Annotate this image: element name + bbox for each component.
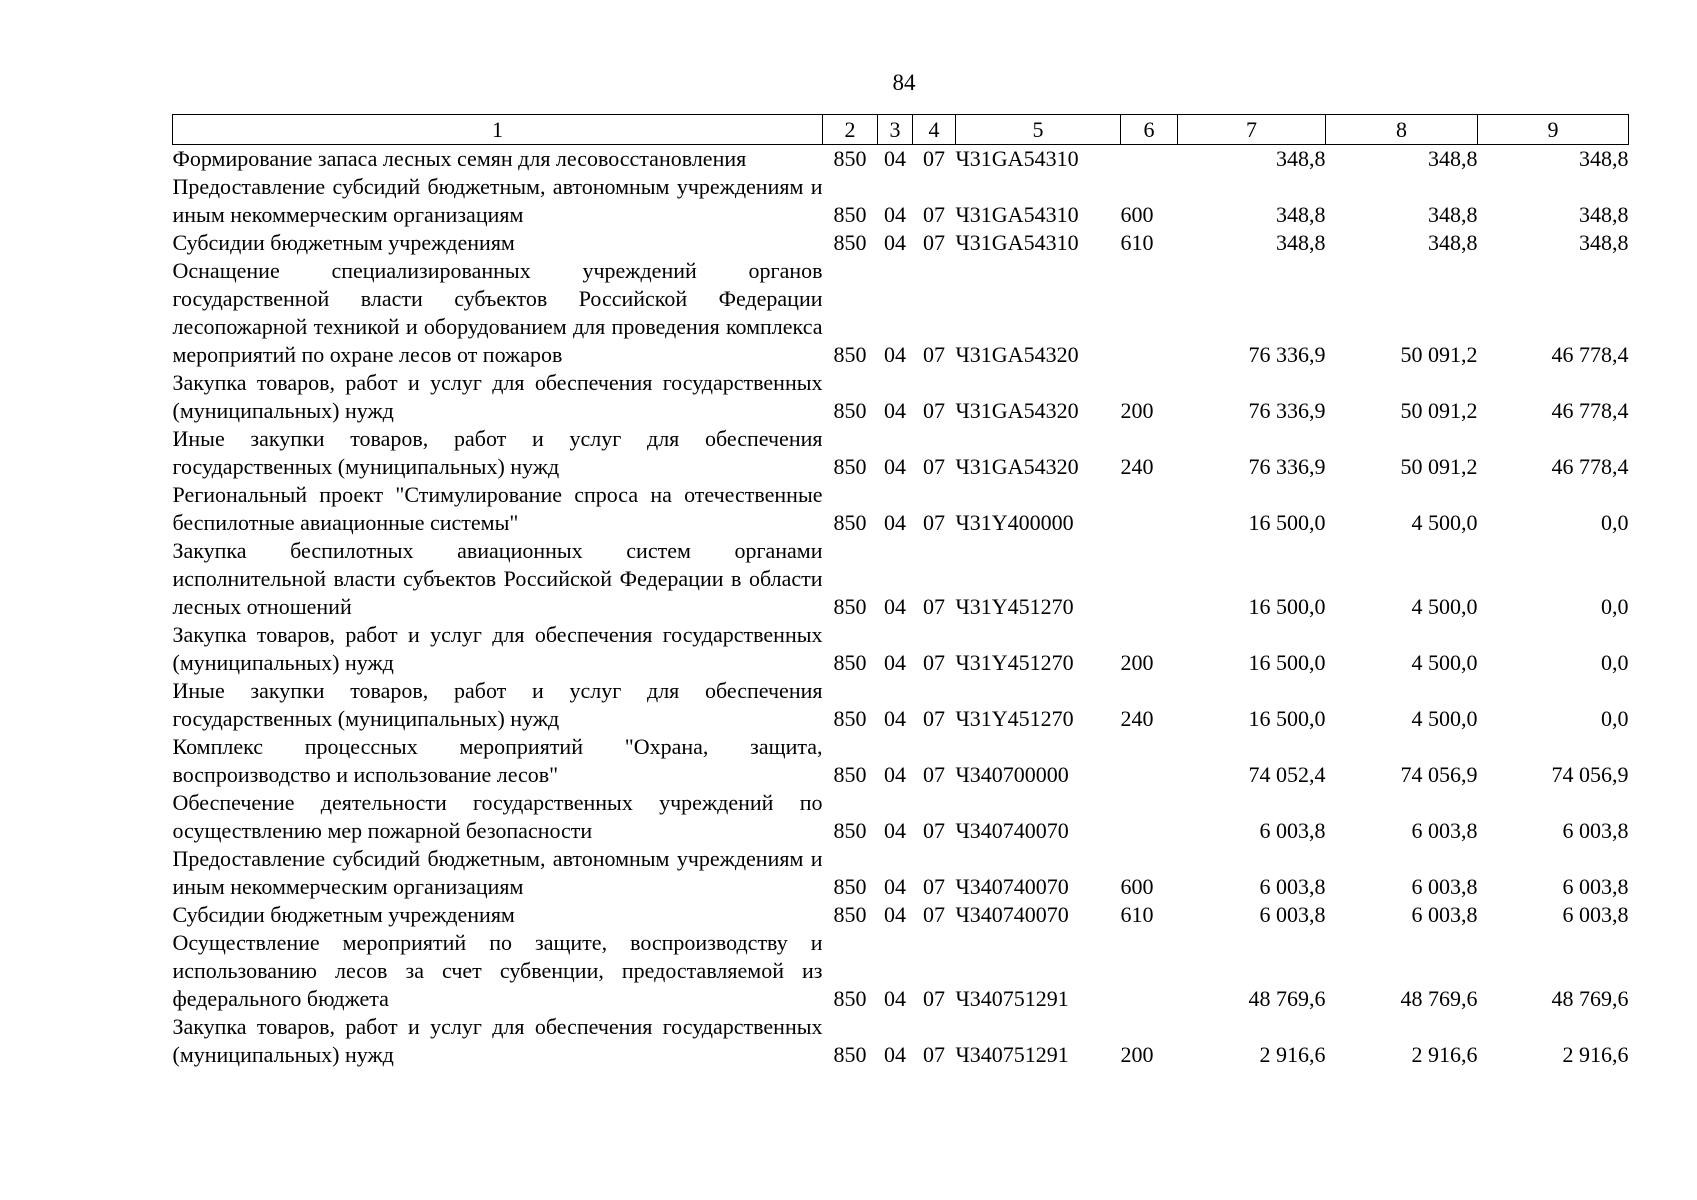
ministry-code: 850: [833, 454, 867, 479]
amount-col-9: 6 003,8: [1562, 818, 1629, 843]
header-col-3: 3: [878, 115, 913, 145]
item-name: Закупка товаров, работ и услуг для обеспечения государственных (муниципальных) нужд: [172, 370, 823, 423]
section-code: 04: [884, 706, 906, 731]
header-col-8: 8: [1326, 115, 1478, 145]
section-code: 04: [884, 650, 906, 675]
table-row: [173, 789, 1629, 845]
section-code: 04: [884, 762, 906, 787]
expense-type-code: 200: [1120, 650, 1154, 675]
subsection-code: 07: [923, 1042, 945, 1067]
subsection-code: 07: [923, 650, 945, 675]
table-row: [173, 621, 1629, 677]
item-name: Закупка товаров, работ и услуг для обеспечения государственных (муниципальных) нужд: [172, 1014, 823, 1067]
expense-type-code: 600: [1120, 202, 1154, 227]
table-row: [173, 1013, 1629, 1069]
amount-col-7: 348,8: [1276, 146, 1326, 171]
target-article-code: Ч340740070: [955, 818, 1069, 843]
subsection-code: 07: [923, 342, 945, 367]
amount-col-9: 0,0: [1601, 510, 1629, 535]
section-code: 04: [884, 146, 906, 171]
table-row: [173, 369, 1629, 425]
amount-col-7: 348,8: [1276, 230, 1326, 255]
budget-table: [172, 114, 1629, 1069]
table-row: [173, 733, 1629, 789]
subsection-code: 07: [923, 874, 945, 899]
target-article-code: Ч31Y451270: [955, 594, 1074, 619]
amount-col-7: 16 500,0: [1248, 594, 1326, 619]
expense-type-code: [1121, 789, 1178, 845]
amount-col-8: 2 916,6: [1411, 1042, 1478, 1067]
subsection-code: 07: [923, 902, 945, 927]
target-article-code: Ч31GA54320: [955, 342, 1079, 367]
subsection-code: 07: [923, 146, 945, 171]
ministry-code: 850: [833, 762, 867, 787]
amount-col-8: 348,8: [1428, 202, 1478, 227]
expense-type-code: [1121, 145, 1178, 174]
amount-col-9: 48 769,6: [1551, 986, 1629, 1011]
amount-col-7: 6 003,8: [1259, 874, 1326, 899]
subsection-code: 07: [923, 706, 945, 731]
item-name: Оснащение специализированных учреждений органов государственной власти субъектов Российской Федерации лесопожарной техникой и оборудованием для проведения комплекса мероприятий по охране лесов от пожаров: [172, 258, 823, 367]
amount-col-9: 348,8: [1579, 146, 1629, 171]
expense-type-code: [1121, 257, 1178, 369]
amount-col-7: 6 003,8: [1259, 902, 1326, 927]
amount-col-9: 46 778,4: [1551, 454, 1629, 479]
target-article-code: Ч31GA54310: [955, 230, 1079, 255]
header-col-2: 2: [823, 115, 878, 145]
table-row: [173, 173, 1629, 229]
subsection-code: 07: [923, 818, 945, 843]
amount-col-8: 50 091,2: [1400, 342, 1478, 367]
amount-col-7: 16 500,0: [1248, 706, 1326, 731]
section-code: 04: [884, 454, 906, 479]
expense-type-code: 200: [1120, 1042, 1154, 1067]
amount-col-9: 6 003,8: [1562, 874, 1629, 899]
section-code: 04: [884, 986, 906, 1011]
target-article-code: Ч340740070: [955, 902, 1069, 927]
amount-col-9: 348,8: [1579, 202, 1629, 227]
expense-type-code: 200: [1120, 398, 1154, 423]
amount-col-8: 50 091,2: [1400, 454, 1478, 479]
amount-col-8: 4 500,0: [1411, 594, 1478, 619]
expense-type-code: 240: [1120, 706, 1154, 731]
item-name: Осуществление мероприятий по защите, воспроизводству и использованию лесов за счет субвенции, предоставляемой из федерального бюджета: [172, 930, 823, 1011]
target-article-code: Ч31Y451270: [955, 650, 1074, 675]
item-name: Комплекс процессных мероприятий "Охрана, защита, воспроизводство и использование лесов": [172, 734, 823, 787]
amount-col-7: 6 003,8: [1259, 818, 1326, 843]
section-code: 04: [884, 342, 906, 367]
ministry-code: 850: [833, 230, 867, 255]
amount-col-9: 348,8: [1579, 230, 1629, 255]
expense-type-code: 600: [1120, 874, 1154, 899]
item-name: Региональный проект "Стимулирование спроса на отечественные беспилотные авиационные системы": [172, 482, 823, 535]
target-article-code: Ч31GA54310: [955, 146, 1079, 171]
target-article-code: Ч31Y400000: [955, 510, 1074, 535]
subsection-code: 07: [923, 986, 945, 1011]
subsection-code: 07: [923, 202, 945, 227]
section-code: 04: [884, 398, 906, 423]
table-row: [173, 481, 1629, 537]
section-code: 04: [884, 594, 906, 619]
section-code: 04: [884, 902, 906, 927]
expense-type-code: 610: [1120, 230, 1154, 255]
ministry-code: 850: [833, 818, 867, 843]
header-col-1: 1: [173, 115, 823, 145]
target-article-code: Ч31GA54320: [955, 398, 1079, 423]
table-row: [173, 425, 1629, 481]
subsection-code: 07: [923, 762, 945, 787]
ministry-code: 850: [833, 874, 867, 899]
amount-col-9: 46 778,4: [1551, 342, 1629, 367]
amount-col-7: 348,8: [1276, 202, 1326, 227]
amount-col-9: 0,0: [1601, 706, 1629, 731]
expense-type-code: [1121, 481, 1178, 537]
section-code: 04: [884, 818, 906, 843]
table-row: [173, 845, 1629, 901]
expense-type-code: 240: [1120, 454, 1154, 479]
header-col-9: 9: [1478, 115, 1629, 145]
ministry-code: 850: [833, 594, 867, 619]
amount-col-9: 46 778,4: [1551, 398, 1629, 423]
ministry-code: 850: [833, 706, 867, 731]
amount-col-8: 48 769,6: [1400, 986, 1478, 1011]
item-name: Закупка товаров, работ и услуг для обеспечения государственных (муниципальных) нужд: [172, 622, 823, 675]
amount-col-9: 0,0: [1601, 594, 1629, 619]
subsection-code: 07: [923, 454, 945, 479]
item-name: Иные закупки товаров, работ и услуг для обеспечения государственных (муниципальных) нужд: [172, 426, 823, 479]
amount-col-7: 76 336,9: [1248, 342, 1326, 367]
amount-col-7: 2 916,6: [1259, 1042, 1326, 1067]
amount-col-8: 4 500,0: [1411, 510, 1478, 535]
item-name: Обеспечение деятельности государственных учреждений по осуществлению мер пожарной безопасности: [172, 790, 823, 843]
amount-col-8: 50 091,2: [1400, 398, 1478, 423]
target-article-code: Ч31GA54320: [955, 454, 1079, 479]
amount-col-9: 6 003,8: [1562, 902, 1629, 927]
amount-col-7: 76 336,9: [1248, 454, 1326, 479]
header-col-6: 6: [1121, 115, 1178, 145]
table-row: [173, 901, 1629, 929]
amount-col-8: 6 003,8: [1411, 818, 1478, 843]
section-code: 04: [884, 230, 906, 255]
amount-col-7: 74 052,4: [1248, 762, 1326, 787]
target-article-code: Ч340751291: [955, 1042, 1069, 1067]
item-name: Субсидии бюджетным учреждениям: [172, 902, 515, 927]
target-article-code: Ч340751291: [955, 986, 1069, 1011]
section-code: 04: [884, 1042, 906, 1067]
subsection-code: 07: [923, 594, 945, 619]
item-name: Формирование запаса лесных семян для лесовосстановления: [172, 146, 747, 171]
table-row: [173, 929, 1629, 1013]
subsection-code: 07: [923, 510, 945, 535]
ministry-code: 850: [833, 398, 867, 423]
subsection-code: 07: [923, 230, 945, 255]
expense-type-code: 610: [1120, 902, 1154, 927]
ministry-code: 850: [833, 202, 867, 227]
expense-type-code: [1121, 929, 1178, 1013]
target-article-code: Ч31GA54310: [955, 202, 1079, 227]
ministry-code: 850: [833, 902, 867, 927]
ministry-code: 850: [833, 986, 867, 1011]
amount-col-9: 74 056,9: [1551, 762, 1629, 787]
table-row: [173, 677, 1629, 733]
table-body: [173, 145, 1629, 1070]
header-col-5: 5: [956, 115, 1121, 145]
table-row: [173, 257, 1629, 369]
amount-col-8: 74 056,9: [1400, 762, 1478, 787]
header-col-7: 7: [1178, 115, 1326, 145]
amount-col-9: 0,0: [1601, 650, 1629, 675]
target-article-code: Ч340740070: [955, 874, 1069, 899]
amount-col-7: 76 336,9: [1248, 398, 1326, 423]
item-name: Предоставление субсидий бюджетным, автономным учреждениям и иным некоммерческим организациям: [172, 174, 823, 227]
amount-col-7: 16 500,0: [1248, 650, 1326, 675]
section-code: 04: [884, 202, 906, 227]
amount-col-7: 16 500,0: [1248, 510, 1326, 535]
amount-col-8: 348,8: [1428, 230, 1478, 255]
item-name: Закупка беспилотных авиационных систем органами исполнительной власти субъектов Российской Федерации в области лесных отношений: [172, 538, 823, 619]
item-name: Предоставление субсидий бюджетным, автономным учреждениям и иным некоммерческим организациям: [172, 846, 823, 899]
subsection-code: 07: [923, 398, 945, 423]
ministry-code: 850: [833, 146, 867, 171]
amount-col-8: 4 500,0: [1411, 706, 1478, 731]
ministry-code: 850: [833, 342, 867, 367]
table-row: [173, 229, 1629, 257]
ministry-code: 850: [833, 510, 867, 535]
target-article-code: Ч31Y451270: [955, 706, 1074, 731]
amount-col-9: 2 916,6: [1562, 1042, 1629, 1067]
expense-type-code: [1121, 733, 1178, 789]
item-name: Субсидии бюджетным учреждениям: [172, 230, 515, 255]
item-name: Иные закупки товаров, работ и услуг для обеспечения государственных (муниципальных) нужд: [172, 678, 823, 731]
header-col-4: 4: [913, 115, 956, 145]
section-code: 04: [884, 510, 906, 535]
amount-col-8: 6 003,8: [1411, 902, 1478, 927]
amount-col-8: 4 500,0: [1411, 650, 1478, 675]
amount-col-8: 6 003,8: [1411, 874, 1478, 899]
section-code: 04: [884, 874, 906, 899]
table-row: [173, 145, 1629, 174]
page-number: 84: [892, 70, 916, 95]
amount-col-8: 348,8: [1428, 146, 1478, 171]
ministry-code: 850: [833, 650, 867, 675]
amount-col-7: 48 769,6: [1248, 986, 1326, 1011]
ministry-code: 850: [833, 1042, 867, 1067]
header-row: [173, 115, 1629, 145]
target-article-code: Ч340700000: [955, 762, 1069, 787]
table-row: [173, 537, 1629, 621]
expense-type-code: [1121, 537, 1178, 621]
